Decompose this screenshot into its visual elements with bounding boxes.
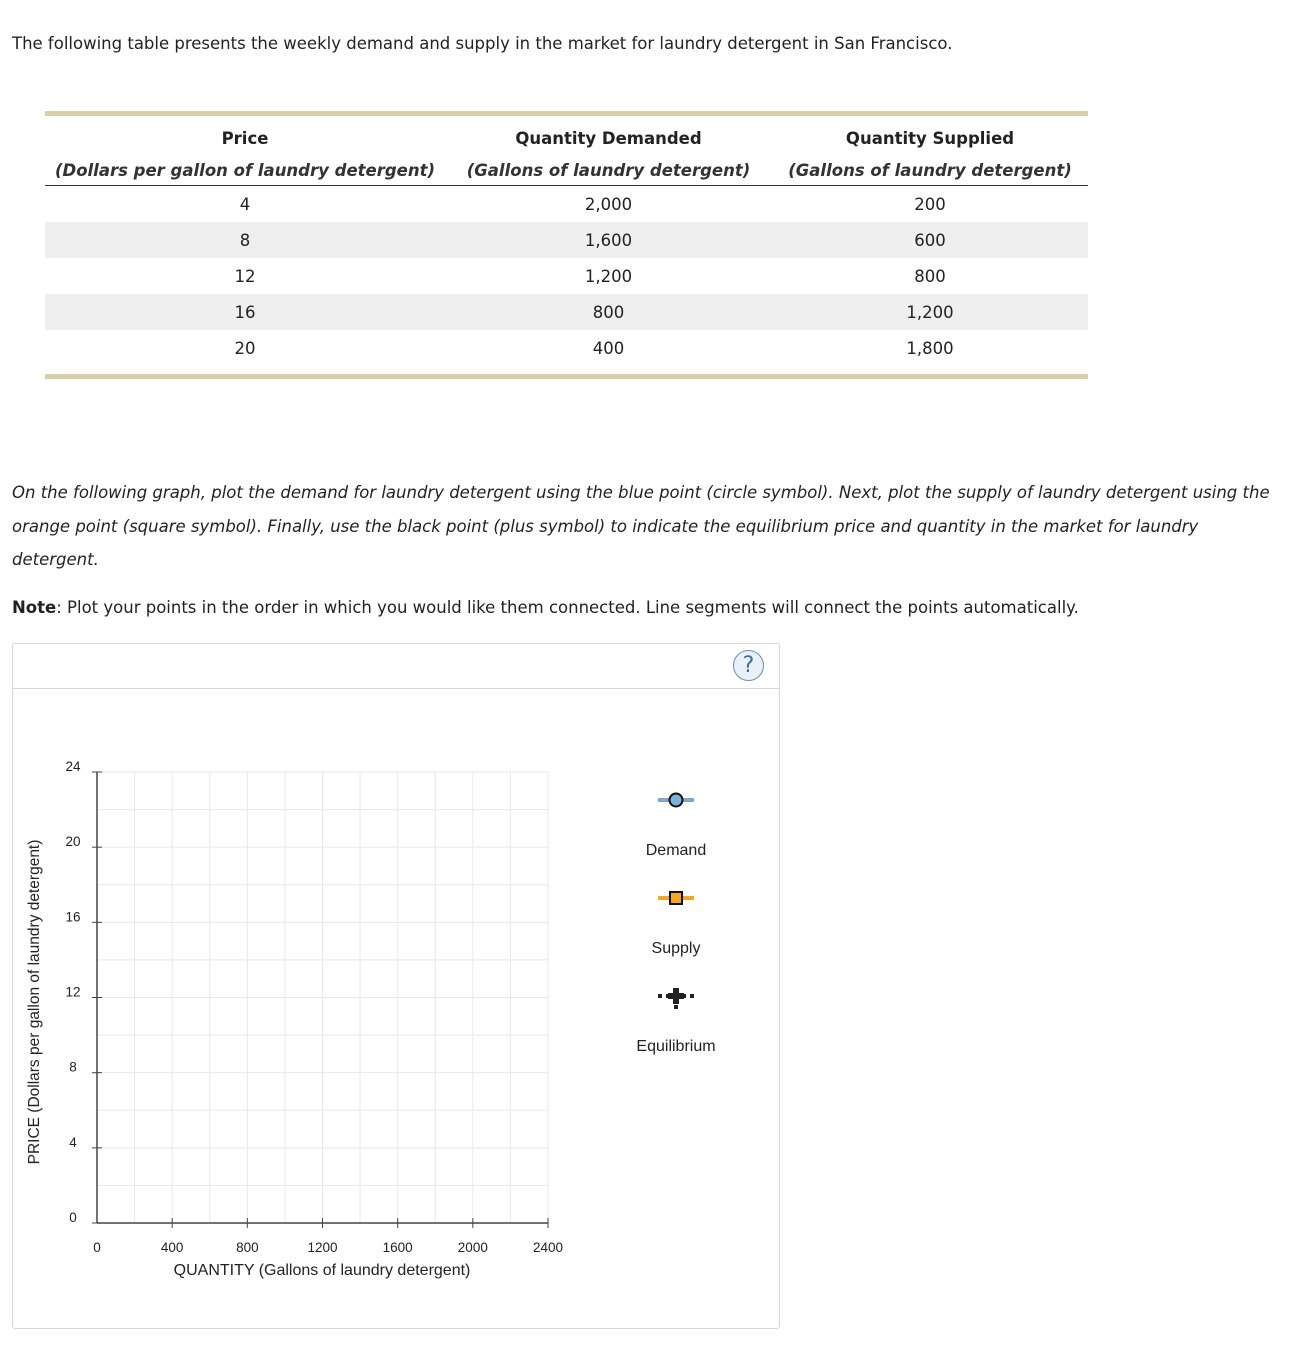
note-body: : Plot your points in the order in which you would like them connected. Line segments will connect the points automatically. — [56, 598, 1079, 617]
y-tick-label: 24 — [65, 759, 81, 774]
table-row — [45, 330, 1088, 366]
legend-supply[interactable] — [652, 892, 701, 957]
x-tick-label: 1600 — [382, 1240, 413, 1255]
equilibrium-plus-icon — [668, 988, 684, 1004]
col-subheader-qty-demanded: (Gallons of laundry detergent) — [445, 155, 772, 186]
col-header-qty-supplied: Quantity Supplied — [845, 129, 1015, 148]
y-tick-label: 16 — [65, 909, 81, 925]
table-row — [45, 258, 1088, 294]
cell-price: 12 — [234, 266, 256, 286]
cell-qty-supplied: 1,800 — [906, 338, 954, 358]
legend-supply-label: Supply — [651, 940, 701, 957]
intro-text: The following table presents the weekly demand and supply in the market for laundry detergent in San Francisco. — [12, 34, 953, 53]
table-row — [45, 186, 1088, 223]
graph-panel — [12, 643, 780, 1329]
legend-demand[interactable] — [646, 794, 706, 860]
cell-qty-supplied: 1,200 — [772, 294, 1088, 330]
cell-qty-demanded: 400 — [592, 338, 625, 358]
x-tick-label: 2400 — [532, 1240, 564, 1255]
cell-price: 20 — [234, 338, 256, 358]
supply-square-icon — [670, 892, 682, 904]
x-tick-label: 2000 — [457, 1240, 488, 1255]
x-tick-label: 400 — [160, 1240, 184, 1255]
table-row — [45, 222, 1088, 258]
cell-qty-supplied: 800 — [914, 266, 946, 286]
col-subheader-qty-supplied: (Gallons of laundry detergent) — [772, 155, 1088, 186]
note-text — [12, 598, 1079, 617]
cell-qty-demanded: 2,000 — [584, 194, 633, 214]
cell-qty-demanded: 800 — [445, 294, 772, 330]
cell-qty-demanded: 1,200 — [584, 266, 633, 286]
legend-equilibrium-label: Equilibrium — [636, 1038, 716, 1055]
y-tick-label: 20 — [65, 834, 81, 850]
col-header-price: Price — [221, 129, 269, 148]
table-row — [45, 294, 1088, 330]
demand-circle-icon — [670, 794, 683, 807]
note-label: Note — [12, 598, 57, 617]
y-tick-label: 12 — [65, 984, 81, 1000]
y-axis-label: PRICE (Dollars per gallon of laundry detergent) — [26, 839, 43, 1165]
legend-equilibrium[interactable] — [636, 988, 715, 1055]
cell-price: 8 — [45, 222, 445, 258]
col-header-qty-demanded: Quantity Demanded — [515, 129, 702, 148]
x-tick-label: 0 — [93, 1240, 101, 1255]
x-tick-label: 800 — [236, 1240, 259, 1255]
cell-qty-supplied: 600 — [772, 222, 1088, 258]
x-tick-label: 1200 — [307, 1240, 338, 1255]
y-tick-label: 0 — [69, 1210, 77, 1225]
demand-supply-table — [45, 111, 1088, 379]
graph-svg — [13, 689, 777, 1327]
y-tick-label: 4 — [69, 1134, 77, 1150]
instructions-text: On the following graph, plot the demand for laundry detergent using the blue point (circle symbol). Next, plot the supply of laundry detergent using the orange point (square symbol). Finally, use the black point (plus symbol) to indicate the equilibrium price and quantity in the market for laundry detergent. — [12, 483, 1270, 569]
legend-demand-label: Demand — [645, 842, 707, 859]
x-axis-label: QUANTITY (Gallons of laundry detergent) — [173, 1262, 471, 1279]
y-tick-label: 8 — [69, 1059, 77, 1075]
table-bottom-rule — [45, 374, 1088, 379]
cell-price: 16 — [45, 294, 445, 330]
col-subheader-price: (Dollars per gallon of laundry detergent) — [45, 155, 445, 186]
cell-qty-demanded: 1,600 — [445, 222, 772, 258]
cell-price: 4 — [239, 194, 251, 214]
cell-qty-supplied: 200 — [914, 194, 946, 214]
question-mark-icon[interactable]: ? — [733, 650, 764, 681]
graph-panel-header — [13, 644, 779, 689]
